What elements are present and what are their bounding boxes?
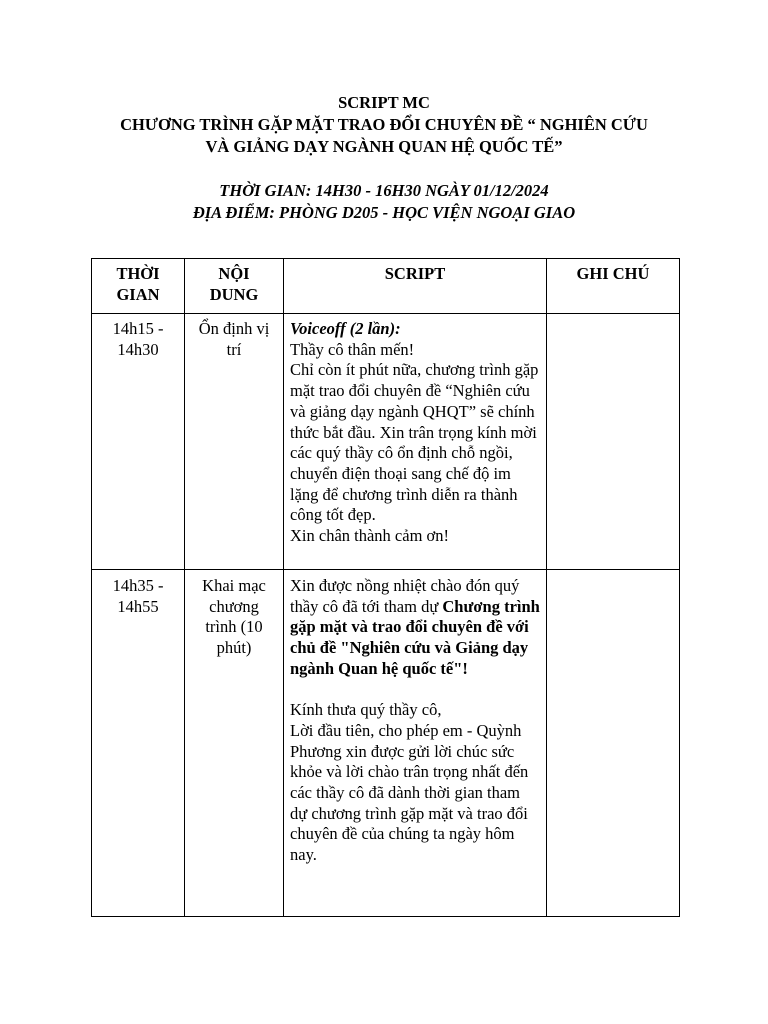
row-script <box>284 314 547 570</box>
header-content-line-2: DUNG <box>209 284 259 304</box>
row-content-line-1: Khai mạc <box>202 576 266 595</box>
row-time <box>92 314 185 570</box>
row-time-line-1: 14h35 - <box>112 576 164 595</box>
script-closing: Xin chân thành cảm ơn! <box>290 526 450 546</box>
table-header-row <box>92 259 680 314</box>
row-content-line-3: trình (10 <box>205 617 263 637</box>
header-script: SCRIPT <box>284 259 547 314</box>
script-body: Lời đầu tiên, cho phép em - Quỳnh Phương xin được gửi lời chúc sức khỏe và lời chào trân trọng nhất đến các thầy cô đã dành thời gian tham dự chương trình gặp mặt và trao đổi chuyên đề của chúng ta ngày hôm nay. <box>290 720 529 865</box>
event-location: ĐỊA ĐIỂM: PHÒNG D205 - HỌC VIỆN NGOẠI GIAO <box>192 203 576 222</box>
header-content-line-1: NỘI <box>218 264 250 283</box>
header-time <box>92 259 185 314</box>
script-spacer <box>290 680 540 701</box>
script-body: Chỉ còn ít phút nữa, chương trình gặp mặt trao đổi chuyên đề “Nghiên cứu và giảng dạy ngành QHQT” sẽ chính thức bắt đầu. Xin trân trọng kính mời các quý thầy cô ổn định chỗ ngồi, chuyển điện thoại sang chế độ im lặng để chương trình diễn ra thành công tốt đẹp. <box>290 360 539 525</box>
event-time: THỜI GIAN: 14H30 - 16H30 NGÀY 01/12/2024 <box>219 181 549 200</box>
script-greeting: Thầy cô thân mến! <box>290 339 415 359</box>
program-name-line-1: CHƯƠNG TRÌNH GẶP MẶT TRAO ĐỔI CHUYÊN ĐỀ “ NGHIÊN CỨU <box>120 115 648 134</box>
script-table <box>91 258 680 917</box>
row-content <box>185 314 284 570</box>
row-content-line-4: phút) <box>216 638 252 658</box>
row-time-line-1: 14h15 - <box>112 319 164 338</box>
header-content <box>185 259 284 314</box>
row-content-line-2: trí <box>226 339 242 359</box>
script-program-title: Chương trình gặp mặt và trao đổi chuyên đề với chủ đề "Nghiên cứu và Giảng dạy ngành Quan hệ quốc tế"! <box>290 596 540 678</box>
script-opening <box>290 576 540 680</box>
row-content-line-2: chương <box>209 596 259 616</box>
row-time <box>92 570 185 917</box>
script-intro: Xin được nồng nhiệt chào đón quý thầy cô đã tới tham dự <box>290 576 520 616</box>
document-header <box>0 92 768 224</box>
row-note <box>547 570 680 917</box>
row-script <box>284 570 547 917</box>
header-spacer <box>0 158 768 180</box>
document-title: SCRIPT MC <box>338 93 430 112</box>
script-heading: Voiceoff (2 lần): <box>290 319 401 338</box>
table-row <box>92 570 680 917</box>
row-time-line-2: 14h30 <box>117 339 159 359</box>
script-salutation: Kính thưa quý thầy cô, <box>290 700 442 720</box>
program-name-line-2: VÀ GIẢNG DẠY NGÀNH QUAN HỆ QUỐC TẾ” <box>205 137 563 156</box>
header-note: GHI CHÚ <box>547 259 680 314</box>
header-time-line-2: GIAN <box>116 284 160 304</box>
row-note <box>547 314 680 570</box>
header-time-line-1: THỜI <box>116 264 160 283</box>
row-time-line-2: 14h55 <box>117 596 159 616</box>
table-row <box>92 314 680 570</box>
row-content-line-1: Ổn định vị <box>198 319 270 338</box>
row-content <box>185 570 284 917</box>
